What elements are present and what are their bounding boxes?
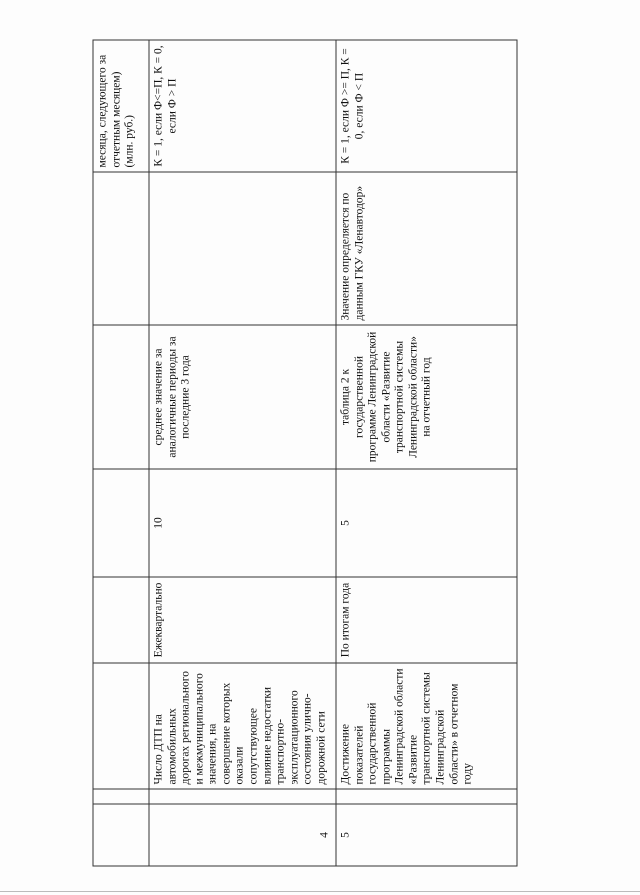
value-cell: 5	[336, 469, 517, 577]
indicator-name-cell: Число ДТП на автомобильных дорогах регионального и межмуниципального значения, на совершение которых оказали сопутствующее влияние недостатки транспортно-эксплуатационного состояния улично-дорожной сети	[149, 663, 336, 789]
rotated-table-wrapper	[93, 40, 510, 866]
empty-cell	[93, 577, 149, 663]
empty-cell	[149, 789, 336, 804]
scan-edge-line	[0, 891, 640, 892]
criteria-cell: К = 1, если Ф >= П, К = 0, если Ф < П	[336, 40, 517, 172]
basis-cell: среднее значение за аналогичные периоды за последние 3 года	[149, 325, 336, 469]
row-number-cell: 5	[336, 804, 517, 866]
empty-cell	[93, 172, 149, 325]
empty-cell	[93, 789, 149, 804]
basis-cell: таблица 2 к государственной программе Ленинградской области «Развитие транспортной системы Ленинградской области» на отчетный год	[336, 325, 517, 469]
criteria-cell: К = 1, если Ф<=П, К = 0, если Ф > П	[149, 40, 336, 172]
value-cell: 10	[149, 469, 336, 577]
empty-cell	[336, 789, 517, 804]
empty-cell	[93, 804, 149, 866]
empty-cell	[93, 469, 149, 577]
empty-cell	[93, 325, 149, 469]
indicator-name-cell: Достижение показателей государственной программы Ленинградской области «Развитие транспортной системы Ленинградской области» в отчетном году	[336, 663, 517, 789]
table-row	[336, 40, 517, 866]
source-cell	[149, 172, 336, 325]
source-cell: Значение определяется по данным ГКУ «Ленавтодор»	[336, 172, 517, 325]
period-cell: По итогам года	[336, 577, 517, 663]
period-cell: Ежеквартально	[149, 577, 336, 663]
empty-cell	[93, 663, 149, 789]
table-row	[149, 40, 336, 866]
table-row-continuation	[93, 40, 149, 866]
indicators-table	[93, 39, 518, 866]
continuation-text-cell: месяца, следующего за отчетным месяцем) (млн. руб.)	[93, 40, 149, 172]
row-number-cell: 4	[149, 804, 336, 866]
